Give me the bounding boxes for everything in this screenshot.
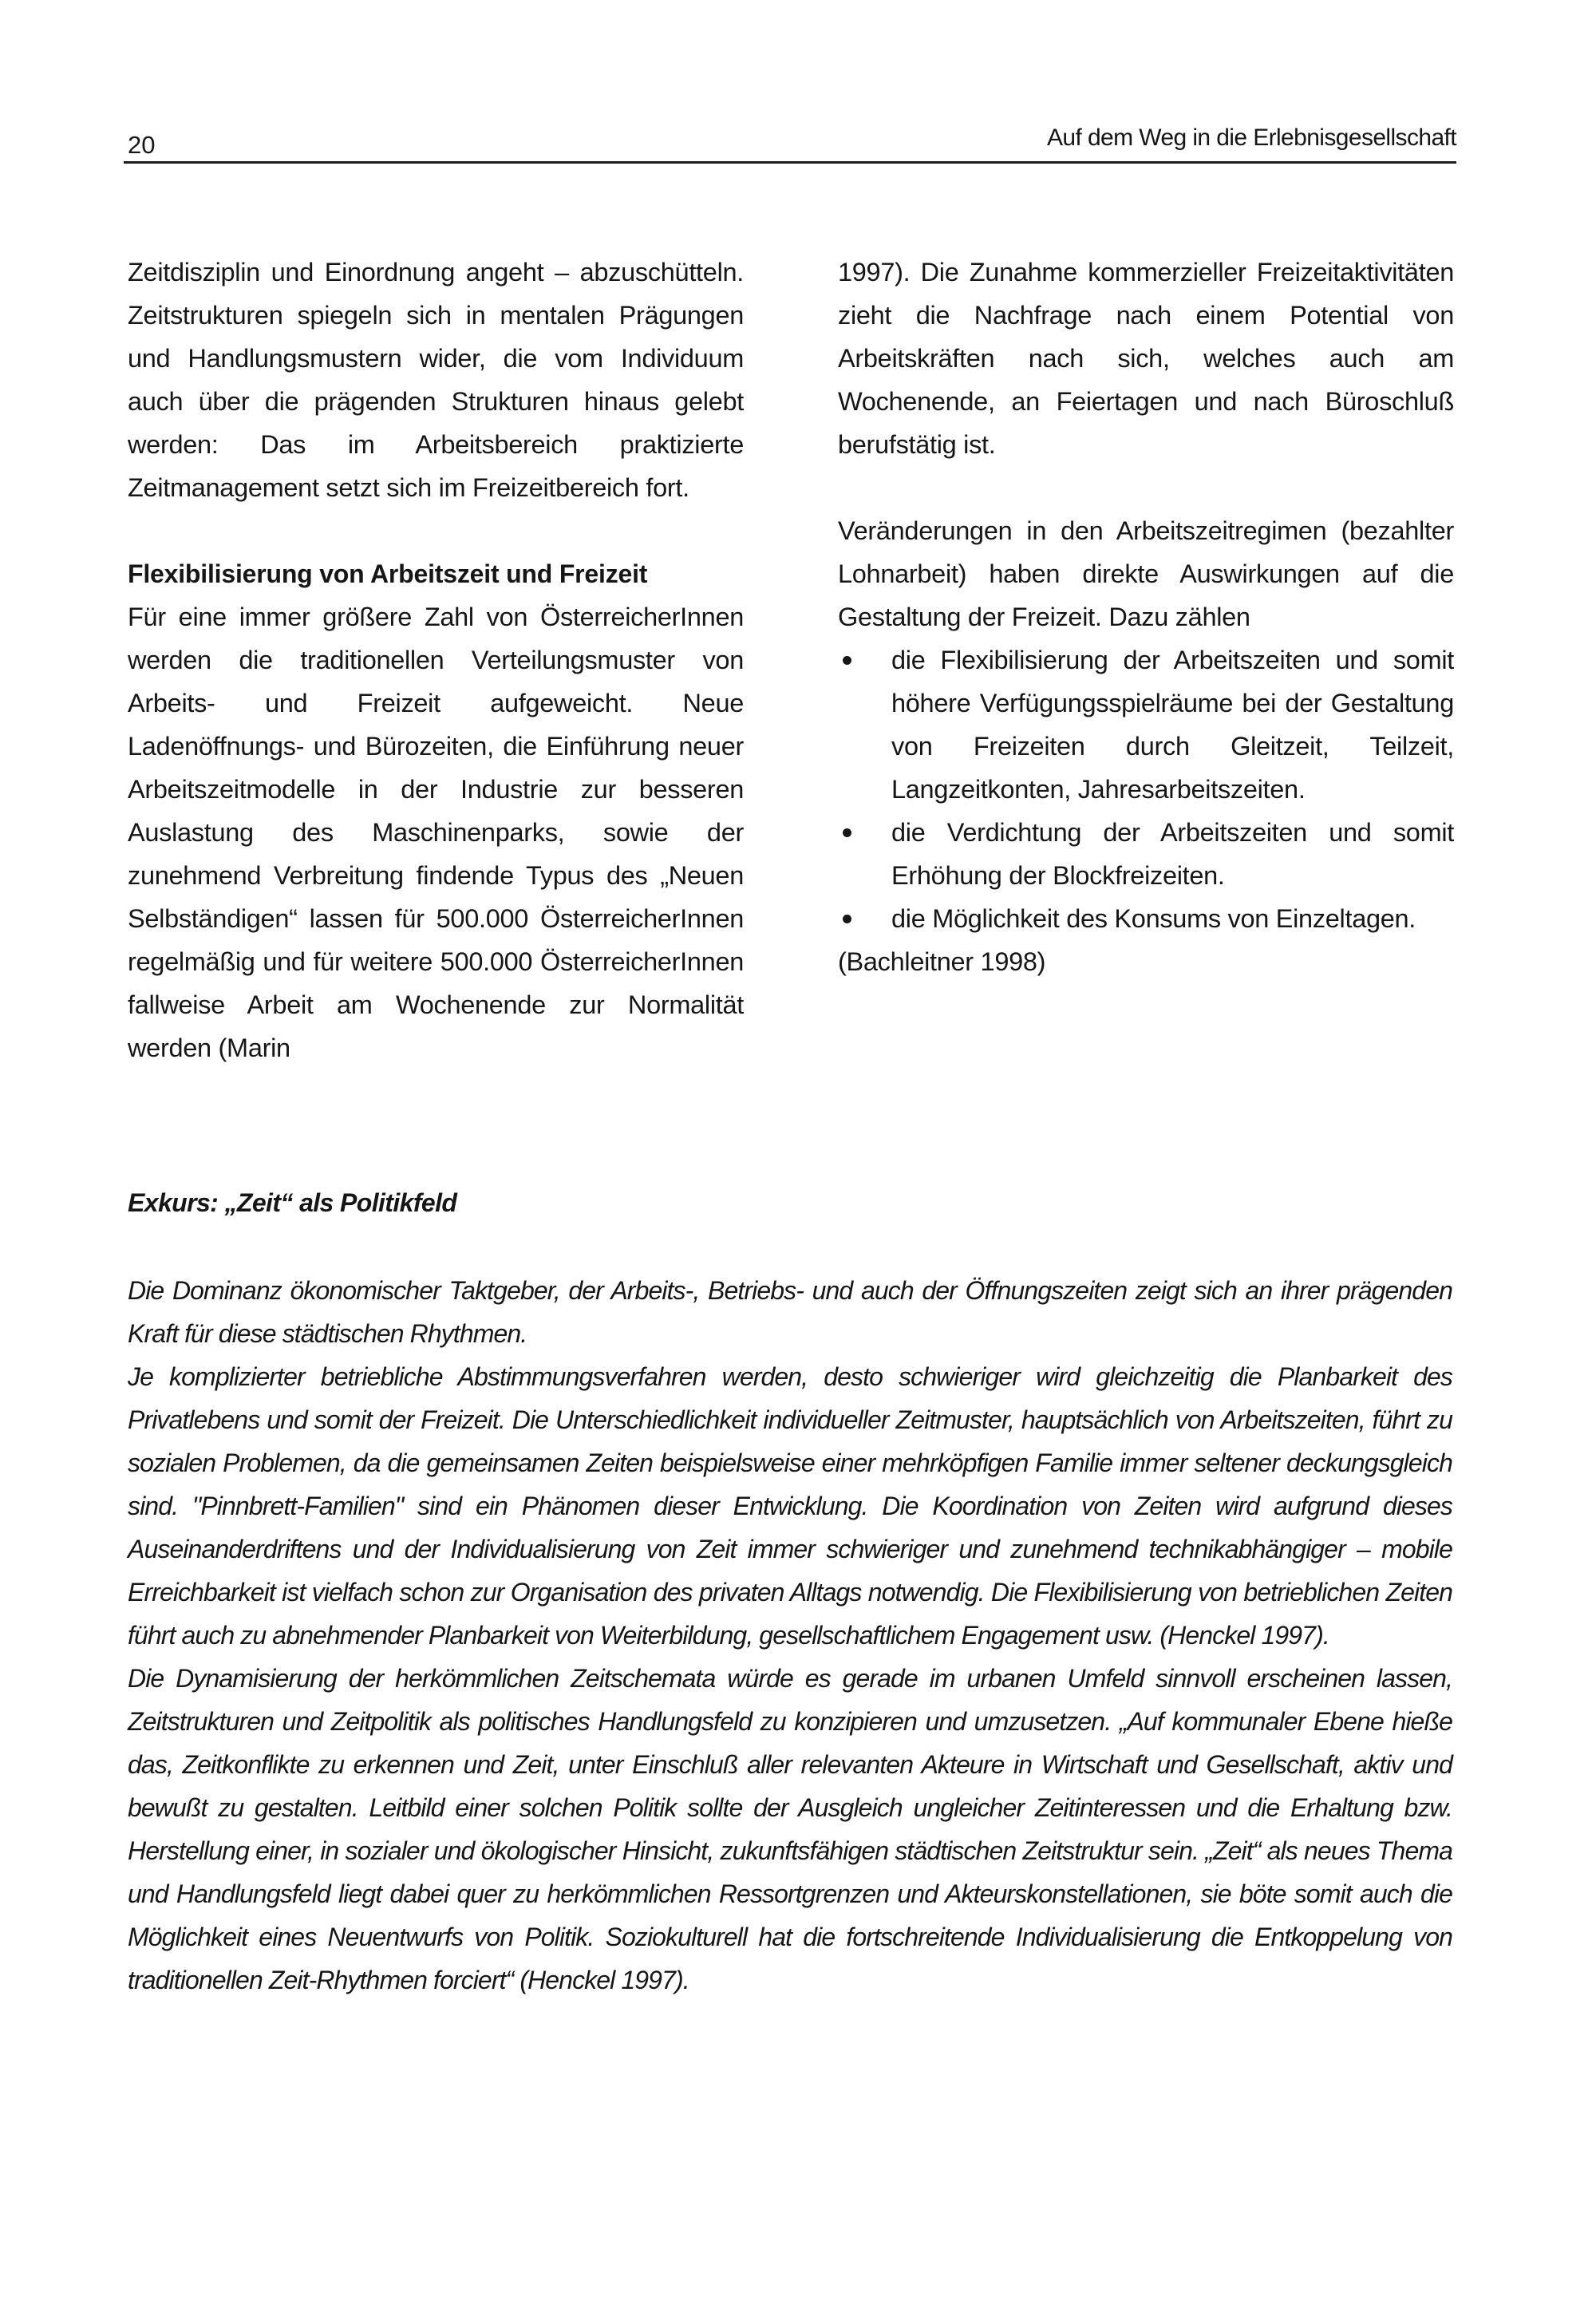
page-number: 20 bbox=[128, 131, 156, 159]
exkurs-paragraph: Die Dominanz ökonomischer Taktgeber, der Arbeits-, Betriebs- und auch der Öffnungszeiten zeigt sich an ihrer prägenden Kraft für diese städtischen Rhythmen. bbox=[128, 1276, 1452, 1348]
list-item-text: die Flexibilisierung der Arbeitszeiten und somit höhere Verfügungsspielräume bei der Gestaltung von Freizeiten durch Gleitzeit, Teilzeit, Langzeitkonten, Jahresarbeitszeiten. bbox=[891, 646, 1454, 804]
citation: (Bachleitner 1998) bbox=[838, 947, 1046, 976]
bullet-list bbox=[838, 638, 1454, 940]
bullet-icon bbox=[843, 656, 851, 665]
right-column bbox=[838, 251, 1454, 983]
body-paragraph: Zeitdisziplin und Einordnung angeht – abzuschütteln. Zeitstrukturen spiegeln sich in mentalen Prägungen und Handlungsmustern wider, die vom Individuum auch über die prägenden Strukturen hinaus gelebt werden: Das im Arbeitsbereich praktizierte Zeitmanagement setzt sich im Freizeitbereich fort. bbox=[128, 258, 744, 502]
section-heading: Flexibilisierung von Arbeitszeit und Freizeit bbox=[128, 559, 648, 588]
bullet-icon bbox=[843, 828, 851, 837]
exkurs-section bbox=[128, 1181, 1452, 2002]
body-paragraph: Veränderungen in den Arbeitszeitregimen (bezahlter Lohnarbeit) haben direkte Auswirkungen auf die Gestaltung der Freizeit. Dazu zählen bbox=[838, 516, 1454, 631]
page-header bbox=[124, 120, 1456, 164]
running-title: Auf dem Weg in die Erlebnisgesellschaft bbox=[1047, 124, 1456, 151]
exkurs-heading: Exkurs: „Zeit“ als Politikfeld bbox=[128, 1188, 457, 1217]
list-item bbox=[838, 638, 1454, 811]
list-item bbox=[838, 811, 1454, 897]
exkurs-paragraph: Je komplizierter betriebliche Abstimmungsverfahren werden, desto schwieriger wird gleichzeitig die Planbarkeit des Privatlebens und somit der Freizeit. Die Unterschiedlichkeit individueller Zeitmuster, hauptsächlich von Arbeitszeiten, führt zu sozialen Problemen, da die gemeinsamen Zeiten beispielsweise einer mehrköpfigen Familie immer seltener deckungsgleich sind. "Pinnbrett-Familien" sind ein Phänomen dieser Entwicklung. Die Koordination von Zeiten wird aufgrund dieses Auseinanderdriftens und der Individualisierung von Zeit immer schwieriger und zunehmend technikabhängiger – mobile Erreichbarkeit ist vielfach schon zur Organisation des privaten Alltags notwendig. Die Flexibilisierung von betrieblichen Zeiten führt auch zu abnehmender Planbarkeit von Weiterbildung, gesellschaftlichem Engagement usw. (Henckel 1997). bbox=[128, 1362, 1452, 1650]
left-column bbox=[128, 251, 744, 1069]
body-paragraph: Für eine immer größere Zahl von ÖsterreicherInnen werden die traditionellen Verteilungsmuster von Arbeits- und Freizeit aufgeweicht. Neue Ladenöffnungs- und Bürozeiten, die Einführung neuer Arbeitszeitmodelle in der Industrie zur besseren Auslastung des Maschinenparks, sowie der zunehmend Verbreitung findende Typus des „Neuen Selbständigen“ lassen für 500.000 ÖsterreicherInnen regelmäßig und für weitere 500.000 ÖsterreicherInnen fallweise Arbeit am Wochenende zur Normalität werden (Marin bbox=[128, 603, 744, 1062]
list-item-text: die Verdichtung der Arbeitszeiten und somit Erhöhung der Blockfreizeiten. bbox=[891, 818, 1454, 890]
bullet-icon bbox=[843, 915, 851, 923]
body-paragraph: 1997). Die Zunahme kommerzieller Freizeitaktivitäten zieht die Nachfrage nach einem Potential von Arbeitskräften nach sich, welches auch am Wochenende, an Feiertagen und nach Büroschluß berufstätig ist. bbox=[838, 258, 1454, 459]
list-item-text: die Möglichkeit des Konsums von Einzeltagen. bbox=[891, 904, 1416, 933]
list-item bbox=[838, 897, 1454, 940]
exkurs-paragraph: Die Dynamisierung der herkömmlichen Zeitschemata würde es gerade im urbanen Umfeld sinnvoll erscheinen lassen, Zeitstrukturen und Zeitpolitik als politisches Handlungsfeld zu konzipieren und umzusetzen. „Auf kommunaler Ebene hieße das, Zeitkonflikte zu erkennen und Zeit, unter Einschluß aller relevanten Akteure in Wirtschaft und Gesellschaft, aktiv und bewußt zu gestalten. Leitbild einer solchen Politik sollte der Ausgleich ungleicher Zeitinteressen und die Erhaltung bzw. Herstellung einer, in sozialer und ökologischer Hinsicht, zukunftsfähigen städtischen Zeitstruktur sein. „Zeit“ als neues Thema und Handlungsfeld liegt dabei quer zu herkömmlichen Ressortgrenzen und Akteurskonstellationen, sie böte somit auch die Möglichkeit eines Neuentwurfs von Politik. Soziokulturell hat die fortschreitende Individualisierung die Entkoppelung von traditionellen Zeit-Rhythmen forciert“ (Henckel 1997). bbox=[128, 1664, 1452, 1994]
